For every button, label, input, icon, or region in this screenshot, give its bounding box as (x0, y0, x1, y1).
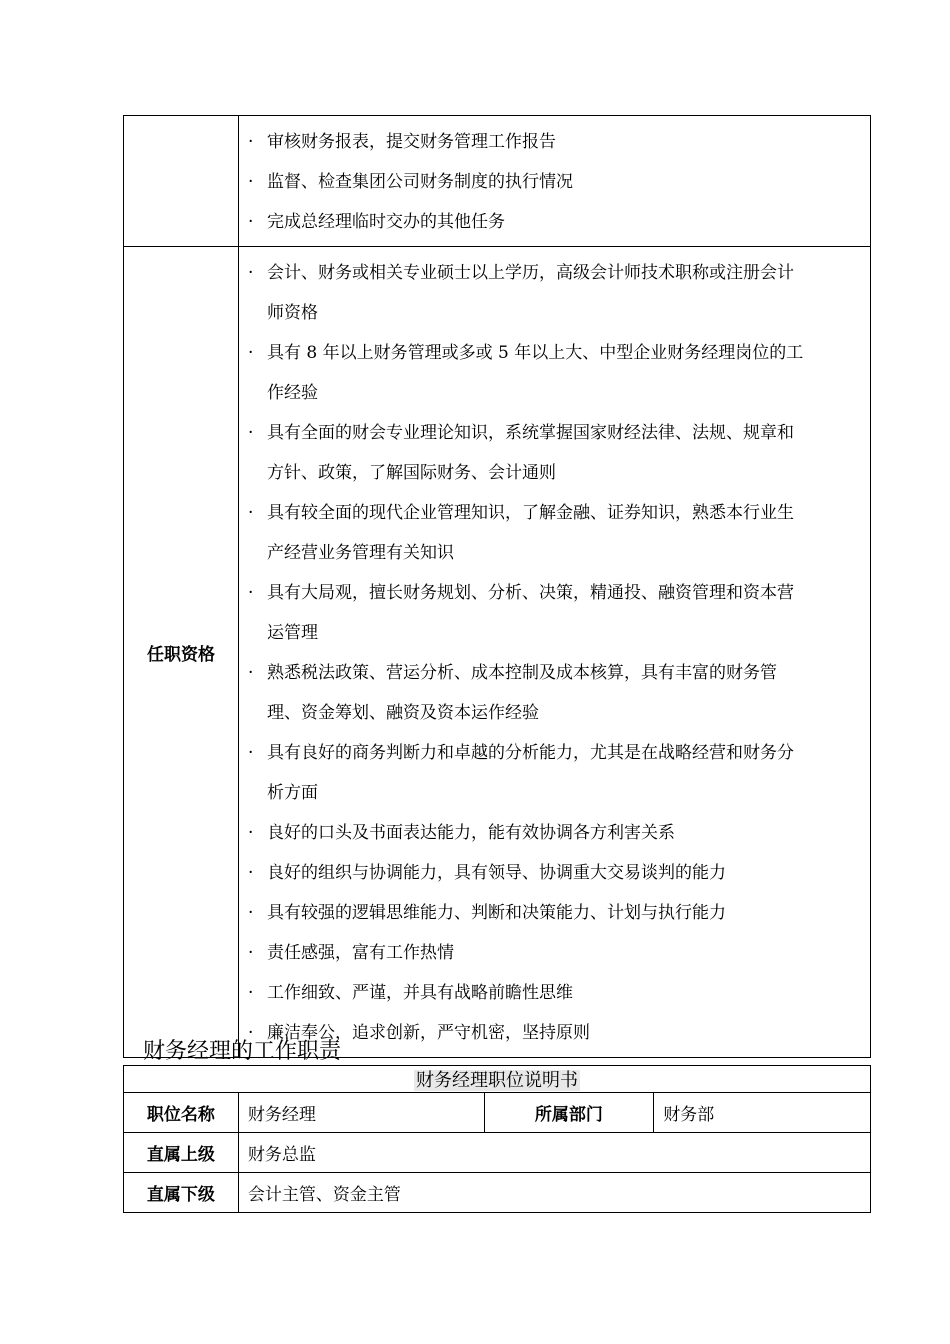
list-item-text-continued: 理、资金筹划、融资及资本运作经验 (267, 703, 539, 723)
bullet-mark: · (248, 263, 254, 283)
list-item-text: 责任感强，富有工作热情 (267, 943, 454, 963)
list-item (248, 202, 862, 242)
bullet-mark: · (248, 903, 254, 923)
position-row (124, 1093, 871, 1133)
list-item (248, 253, 862, 333)
bullet-mark: · (248, 132, 254, 152)
list-item (248, 933, 862, 973)
bullet-mark: · (248, 663, 254, 683)
list-item-text-continued: 产经营业务管理有关知识 (267, 543, 454, 563)
requirements-table (123, 115, 871, 1058)
table-title: 财务经理职位说明书 (416, 1070, 578, 1091)
list-item-text: 工作细致、严谨，并具有战略前瞻性思维 (267, 983, 573, 1003)
list-item (248, 653, 862, 733)
bullet-mark: · (248, 503, 254, 523)
list-item (248, 122, 862, 162)
subordinate-label: 直属下级 (124, 1173, 239, 1213)
subordinate-value: 会计主管、资金主管 (238, 1173, 870, 1213)
department-label: 所属部门 (484, 1093, 654, 1133)
list-item-text: 熟悉税法政策、营运分析、成本控制及成本核算，具有丰富的财务管 (267, 663, 777, 683)
bullet-mark: · (248, 343, 254, 363)
position-name-label: 职位名称 (124, 1093, 239, 1133)
list-item (248, 162, 862, 202)
qualifications-label: 任职资格 (124, 247, 239, 1058)
bullet-mark: · (248, 863, 254, 883)
department-value: 财务部 (654, 1093, 871, 1133)
bullet-mark: · (248, 212, 254, 232)
list-item-text-continued: 方针、政策，了解国际财务、会计通则 (267, 463, 556, 483)
position-name-value: 财务经理 (238, 1093, 484, 1133)
list-item-text: 廉洁奉公，追求创新，严守机密，坚持原则 (267, 1023, 590, 1043)
qualifications-list (239, 247, 871, 1058)
bullet-mark: · (248, 1023, 254, 1043)
bullet-mark: · (248, 583, 254, 603)
list-item-text: 监督、检查集团公司财务制度的执行情况 (267, 172, 573, 192)
bullet-mark: · (248, 823, 254, 843)
list-item (248, 733, 862, 813)
bullet-mark: · (248, 743, 254, 763)
bullet-mark: · (248, 983, 254, 1003)
list-item-text-continued: 师资格 (267, 303, 318, 323)
list-item-text: 审核财务报表，提交财务管理工作报告 (267, 132, 556, 152)
list-item-text: 具有全面的财会专业理论知识，系统掌握国家财经法律、法规、规章和 (267, 423, 794, 443)
list-item (248, 813, 862, 853)
table-title-cell (124, 1066, 871, 1093)
superior-label: 直属上级 (124, 1133, 239, 1173)
list-item-text-continued: 析方面 (267, 783, 318, 803)
list-item (248, 413, 862, 493)
list-item (248, 893, 862, 933)
list-item-text: 具有较全面的现代企业管理知识，了解金融、证券知识，熟悉本行业生 (267, 503, 794, 523)
list-item (248, 493, 862, 573)
list-item-text: 具有大局观，擅长财务规划、分析、决策，精通投、融资管理和资本营 (267, 583, 794, 603)
duties-label-cell (124, 116, 239, 247)
list-item-text-continued: 运管理 (267, 623, 318, 643)
bullet-mark: · (248, 423, 254, 443)
list-item-text: 良好的组织与协调能力，具有领导、协调重大交易谈判的能力 (267, 863, 726, 883)
title-row (124, 1066, 871, 1093)
bullet-mark: · (248, 172, 254, 192)
duties-row (124, 116, 871, 247)
list-item-text: 完成总经理临时交办的其他任务 (267, 212, 505, 232)
superior-value: 财务总监 (238, 1133, 870, 1173)
section-heading: 财务经理的工作职责 (143, 1039, 342, 1064)
list-item-text: 具有较强的逻辑思维能力、判断和决策能力、计划与执行能力 (267, 903, 726, 923)
subordinate-row (124, 1173, 871, 1213)
list-item (248, 333, 862, 413)
list-item-text: 具有良好的商务判断力和卓越的分析能力，尤其是在战略经营和财务分 (267, 743, 794, 763)
qualifications-row (124, 247, 871, 1058)
superior-row (124, 1133, 871, 1173)
list-item (248, 973, 862, 1013)
duties-list (239, 116, 871, 247)
list-item-text: 良好的口头及书面表达能力，能有效协调各方利害关系 (267, 823, 675, 843)
list-item-text: 会计、财务或相关专业硕士以上学历，高级会计师技术职称或注册会计 (267, 263, 794, 283)
list-item (248, 853, 862, 893)
list-item (248, 573, 862, 653)
list-item-text: 具有 8 年以上财务管理或多或 5 年以上大、中型企业财务经理岗位的工 (267, 343, 804, 363)
bullet-mark: · (248, 943, 254, 963)
list-item-text-continued: 作经验 (267, 383, 318, 403)
job-description-table (123, 1065, 871, 1213)
